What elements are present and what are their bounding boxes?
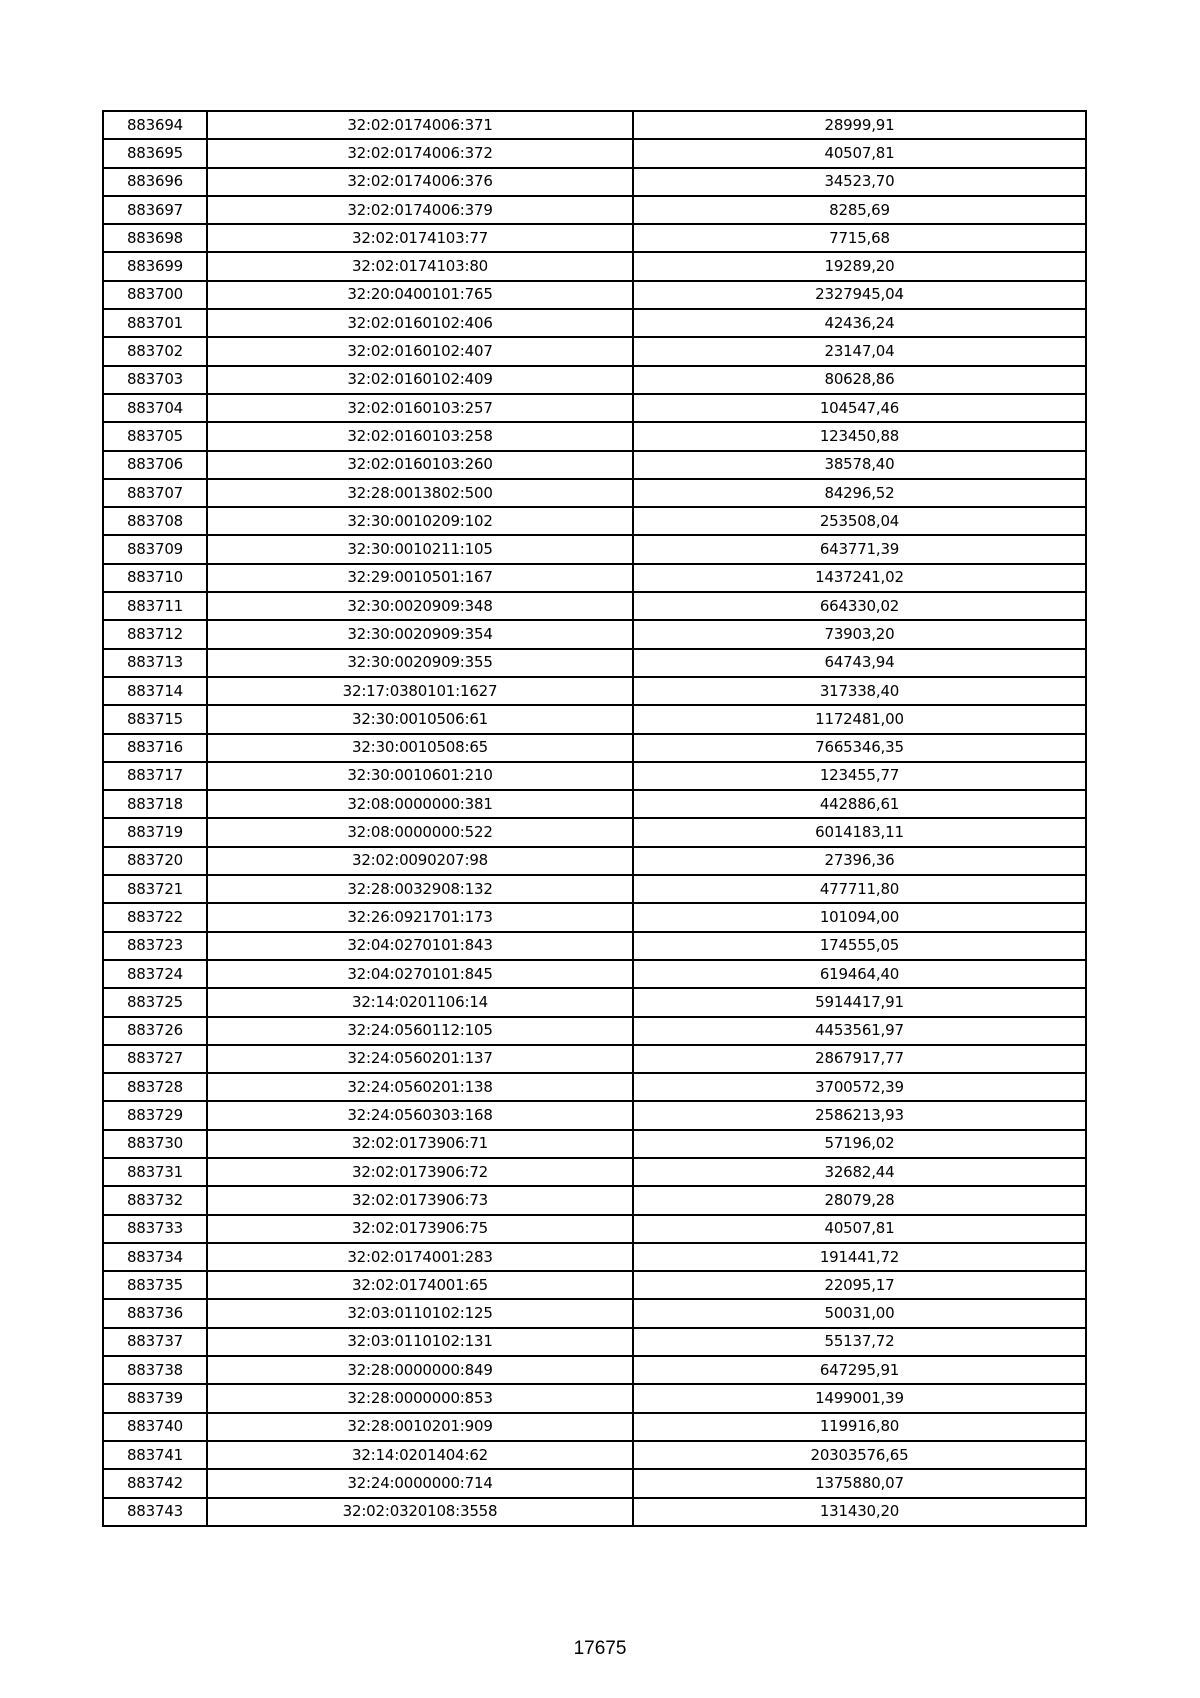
cadastral-number-cell: 32:02:0160102:407 — [207, 337, 633, 365]
row-number-cell: 883699 — [103, 252, 207, 280]
table-row — [103, 1243, 1086, 1271]
cadastral-number-cell: 32:29:0010501:167 — [207, 564, 633, 592]
value-cell: 1437241,02 — [633, 564, 1086, 592]
value-cell: 80628,86 — [633, 366, 1086, 394]
cadastral-number-cell: 32:02:0174006:371 — [207, 111, 633, 139]
row-number-cell: 883727 — [103, 1045, 207, 1073]
row-number-cell: 883709 — [103, 535, 207, 563]
cadastral-number-cell: 32:30:0020909:348 — [207, 592, 633, 620]
table-row — [103, 847, 1086, 875]
row-number-cell: 883714 — [103, 677, 207, 705]
cadastral-number-cell: 32:24:0560303:168 — [207, 1101, 633, 1129]
cadastral-number-cell: 32:30:0020909:354 — [207, 620, 633, 648]
row-number-cell: 883701 — [103, 309, 207, 337]
row-number-cell: 883735 — [103, 1271, 207, 1299]
row-number-cell: 883715 — [103, 705, 207, 733]
row-number-cell: 883738 — [103, 1356, 207, 1384]
table-row — [103, 1158, 1086, 1186]
cadastral-number-cell: 32:24:0560201:138 — [207, 1073, 633, 1101]
value-cell: 191441,72 — [633, 1243, 1086, 1271]
row-number-cell: 883723 — [103, 932, 207, 960]
value-cell: 3700572,39 — [633, 1073, 1086, 1101]
cadastral-number-cell: 32:24:0000000:714 — [207, 1469, 633, 1497]
cadastral-number-cell: 32:28:0010201:909 — [207, 1413, 633, 1441]
row-number-cell: 883710 — [103, 564, 207, 592]
value-cell: 23147,04 — [633, 337, 1086, 365]
row-number-cell: 883724 — [103, 960, 207, 988]
table-row — [103, 1498, 1086, 1526]
table-row — [103, 1271, 1086, 1299]
cadastral-number-cell: 32:26:0921701:173 — [207, 903, 633, 931]
table-row — [103, 337, 1086, 365]
value-cell: 317338,40 — [633, 677, 1086, 705]
row-number-cell: 883713 — [103, 649, 207, 677]
cadastral-number-cell: 32:02:0160103:257 — [207, 394, 633, 422]
table-row — [103, 1186, 1086, 1214]
value-cell: 27396,36 — [633, 847, 1086, 875]
table-row — [103, 422, 1086, 450]
table-row — [103, 1073, 1086, 1101]
table-row — [103, 1356, 1086, 1384]
cadastral-number-cell: 32:02:0174006:376 — [207, 168, 633, 196]
cadastral-number-cell: 32:02:0174006:372 — [207, 139, 633, 167]
table-row — [103, 1441, 1086, 1469]
value-cell: 57196,02 — [633, 1130, 1086, 1158]
table-row — [103, 281, 1086, 309]
cadastral-number-cell: 32:14:0201404:62 — [207, 1441, 633, 1469]
row-number-cell: 883711 — [103, 592, 207, 620]
table-row — [103, 932, 1086, 960]
table-row — [103, 252, 1086, 280]
table-row — [103, 1469, 1086, 1497]
table-row — [103, 1101, 1086, 1129]
table-row — [103, 309, 1086, 337]
value-cell: 131430,20 — [633, 1498, 1086, 1526]
row-number-cell: 883742 — [103, 1469, 207, 1497]
value-cell: 50031,00 — [633, 1299, 1086, 1327]
row-number-cell: 883703 — [103, 366, 207, 394]
cadastral-number-cell: 32:02:0173906:75 — [207, 1215, 633, 1243]
table-row — [103, 762, 1086, 790]
row-number-cell: 883697 — [103, 196, 207, 224]
cadastral-number-cell: 32:02:0173906:73 — [207, 1186, 633, 1214]
row-number-cell: 883739 — [103, 1384, 207, 1412]
value-cell: 2327945,04 — [633, 281, 1086, 309]
row-number-cell: 883708 — [103, 507, 207, 535]
table-row — [103, 875, 1086, 903]
table-row — [103, 790, 1086, 818]
table-row — [103, 139, 1086, 167]
cadastral-number-cell: 32:02:0174103:80 — [207, 252, 633, 280]
table-row — [103, 224, 1086, 252]
row-number-cell: 883702 — [103, 337, 207, 365]
table-row — [103, 649, 1086, 677]
row-number-cell: 883729 — [103, 1101, 207, 1129]
value-cell: 5914417,91 — [633, 988, 1086, 1016]
table-row — [103, 1130, 1086, 1158]
value-cell: 32682,44 — [633, 1158, 1086, 1186]
row-number-cell: 883704 — [103, 394, 207, 422]
row-number-cell: 883719 — [103, 818, 207, 846]
value-cell: 442886,61 — [633, 790, 1086, 818]
cadastral-number-cell: 32:17:0380101:1627 — [207, 677, 633, 705]
cadastral-number-cell: 32:30:0020909:355 — [207, 649, 633, 677]
table-row — [103, 705, 1086, 733]
row-number-cell: 883705 — [103, 422, 207, 450]
row-number-cell: 883695 — [103, 139, 207, 167]
row-number-cell: 883740 — [103, 1413, 207, 1441]
row-number-cell: 883732 — [103, 1186, 207, 1214]
data-table — [102, 110, 1087, 1527]
value-cell: 19289,20 — [633, 252, 1086, 280]
cadastral-number-cell: 32:30:0010209:102 — [207, 507, 633, 535]
cadastral-number-cell: 32:24:0560112:105 — [207, 1017, 633, 1045]
cadastral-number-cell: 32:28:0000000:849 — [207, 1356, 633, 1384]
value-cell: 104547,46 — [633, 394, 1086, 422]
row-number-cell: 883721 — [103, 875, 207, 903]
table-row — [103, 1299, 1086, 1327]
row-number-cell: 883730 — [103, 1130, 207, 1158]
table-row — [103, 564, 1086, 592]
value-cell: 2586213,93 — [633, 1101, 1086, 1129]
value-cell: 84296,52 — [633, 479, 1086, 507]
table-body — [103, 111, 1086, 1526]
row-number-cell: 883722 — [103, 903, 207, 931]
row-number-cell: 883725 — [103, 988, 207, 1016]
row-number-cell: 883716 — [103, 734, 207, 762]
cadastral-number-cell: 32:02:0320108:3558 — [207, 1498, 633, 1526]
value-cell: 22095,17 — [633, 1271, 1086, 1299]
table-row — [103, 535, 1086, 563]
table-row — [103, 1215, 1086, 1243]
row-number-cell: 883734 — [103, 1243, 207, 1271]
cadastral-number-cell: 32:02:0160102:406 — [207, 309, 633, 337]
cadastral-number-cell: 32:14:0201106:14 — [207, 988, 633, 1016]
row-number-cell: 883718 — [103, 790, 207, 818]
row-number-cell: 883696 — [103, 168, 207, 196]
cadastral-number-cell: 32:04:0270101:845 — [207, 960, 633, 988]
value-cell: 1375880,07 — [633, 1469, 1086, 1497]
value-cell: 477711,80 — [633, 875, 1086, 903]
row-number-cell: 883707 — [103, 479, 207, 507]
row-number-cell: 883694 — [103, 111, 207, 139]
table-row — [103, 507, 1086, 535]
table-row — [103, 366, 1086, 394]
value-cell: 1499001,39 — [633, 1384, 1086, 1412]
table-row — [103, 196, 1086, 224]
value-cell: 7715,68 — [633, 224, 1086, 252]
page-number: 17675 — [573, 1638, 627, 1659]
cadastral-number-cell: 32:30:0010508:65 — [207, 734, 633, 762]
table-row — [103, 1413, 1086, 1441]
row-number-cell: 883736 — [103, 1299, 207, 1327]
cadastral-number-cell: 32:08:0000000:381 — [207, 790, 633, 818]
cadastral-number-cell: 32:28:0013802:500 — [207, 479, 633, 507]
cadastral-number-cell: 32:02:0090207:98 — [207, 847, 633, 875]
value-cell: 28999,91 — [633, 111, 1086, 139]
cadastral-number-cell: 32:02:0160102:409 — [207, 366, 633, 394]
cadastral-number-cell: 32:30:0010601:210 — [207, 762, 633, 790]
table-row — [103, 1017, 1086, 1045]
value-cell: 253508,04 — [633, 507, 1086, 535]
table-row — [103, 1328, 1086, 1356]
row-number-cell: 883698 — [103, 224, 207, 252]
row-number-cell: 883737 — [103, 1328, 207, 1356]
value-cell: 73903,20 — [633, 620, 1086, 648]
table-row — [103, 677, 1086, 705]
value-cell: 119916,80 — [633, 1413, 1086, 1441]
value-cell: 28079,28 — [633, 1186, 1086, 1214]
row-number-cell: 883717 — [103, 762, 207, 790]
value-cell: 20303576,65 — [633, 1441, 1086, 1469]
table-row — [103, 479, 1086, 507]
table-row — [103, 394, 1086, 422]
cadastral-number-cell: 32:03:0110102:131 — [207, 1328, 633, 1356]
table-row — [103, 903, 1086, 931]
value-cell: 40507,81 — [633, 1215, 1086, 1243]
value-cell: 55137,72 — [633, 1328, 1086, 1356]
cadastral-number-cell: 32:02:0173906:72 — [207, 1158, 633, 1186]
table-row — [103, 988, 1086, 1016]
row-number-cell: 883733 — [103, 1215, 207, 1243]
cadastral-number-cell: 32:02:0160103:260 — [207, 451, 633, 479]
value-cell: 2867917,77 — [633, 1045, 1086, 1073]
value-cell: 619464,40 — [633, 960, 1086, 988]
cadastral-number-cell: 32:30:0010211:105 — [207, 535, 633, 563]
row-number-cell: 883743 — [103, 1498, 207, 1526]
cadastral-number-cell: 32:30:0010506:61 — [207, 705, 633, 733]
value-cell: 1172481,00 — [633, 705, 1086, 733]
value-cell: 123450,88 — [633, 422, 1086, 450]
value-cell: 123455,77 — [633, 762, 1086, 790]
table-row — [103, 592, 1086, 620]
table-row — [103, 111, 1086, 139]
value-cell: 34523,70 — [633, 168, 1086, 196]
cadastral-number-cell: 32:03:0110102:125 — [207, 1299, 633, 1327]
table-row — [103, 168, 1086, 196]
row-number-cell: 883706 — [103, 451, 207, 479]
table-row — [103, 451, 1086, 479]
row-number-cell: 883700 — [103, 281, 207, 309]
value-cell: 40507,81 — [633, 139, 1086, 167]
table-row — [103, 1045, 1086, 1073]
value-cell: 647295,91 — [633, 1356, 1086, 1384]
cadastral-number-cell: 32:02:0174006:379 — [207, 196, 633, 224]
table-row — [103, 818, 1086, 846]
cadastral-number-cell: 32:02:0173906:71 — [207, 1130, 633, 1158]
value-cell: 6014183,11 — [633, 818, 1086, 846]
cadastral-number-cell: 32:02:0174001:65 — [207, 1271, 633, 1299]
table-row — [103, 1384, 1086, 1412]
value-cell: 8285,69 — [633, 196, 1086, 224]
table-row — [103, 620, 1086, 648]
row-number-cell: 883712 — [103, 620, 207, 648]
cadastral-number-cell: 32:28:0000000:853 — [207, 1384, 633, 1412]
cadastral-number-cell: 32:02:0174103:77 — [207, 224, 633, 252]
row-number-cell: 883728 — [103, 1073, 207, 1101]
value-cell: 7665346,35 — [633, 734, 1086, 762]
value-cell: 643771,39 — [633, 535, 1086, 563]
value-cell: 38578,40 — [633, 451, 1086, 479]
cadastral-number-cell: 32:24:0560201:137 — [207, 1045, 633, 1073]
cadastral-number-cell: 32:02:0160103:258 — [207, 422, 633, 450]
value-cell: 174555,05 — [633, 932, 1086, 960]
table-row — [103, 960, 1086, 988]
row-number-cell: 883731 — [103, 1158, 207, 1186]
table-row — [103, 734, 1086, 762]
row-number-cell: 883741 — [103, 1441, 207, 1469]
cadastral-number-cell: 32:04:0270101:843 — [207, 932, 633, 960]
cadastral-number-cell: 32:08:0000000:522 — [207, 818, 633, 846]
cadastral-number-cell: 32:02:0174001:283 — [207, 1243, 633, 1271]
row-number-cell: 883720 — [103, 847, 207, 875]
value-cell: 101094,00 — [633, 903, 1086, 931]
cadastral-number-cell: 32:20:0400101:765 — [207, 281, 633, 309]
value-cell: 64743,94 — [633, 649, 1086, 677]
value-cell: 4453561,97 — [633, 1017, 1086, 1045]
value-cell: 664330,02 — [633, 592, 1086, 620]
row-number-cell: 883726 — [103, 1017, 207, 1045]
cadastral-number-cell: 32:28:0032908:132 — [207, 875, 633, 903]
value-cell: 42436,24 — [633, 309, 1086, 337]
